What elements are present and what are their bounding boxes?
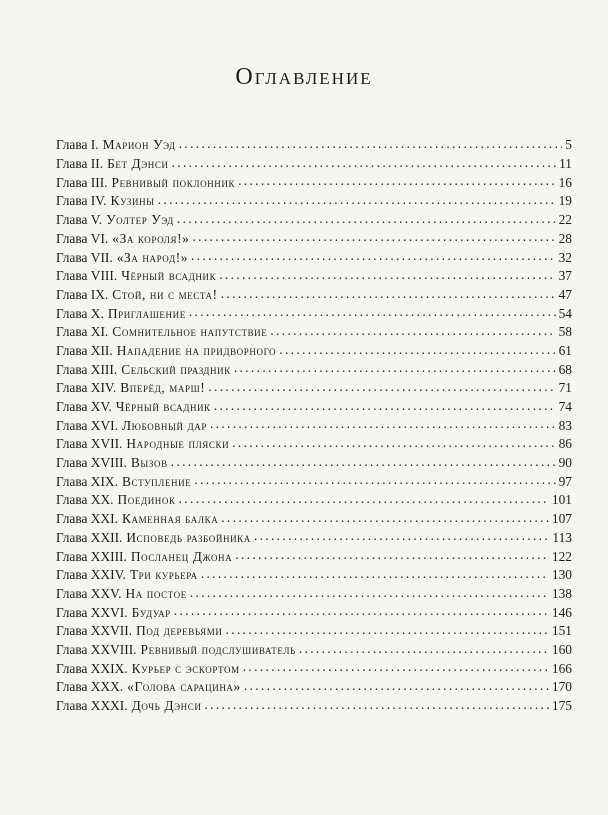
page-number: 11 [559,156,572,172]
chapter-number: Глава XXVII. [56,623,133,639]
page-number: 90 [558,455,572,471]
chapter-title: Кузины [110,193,155,209]
dot-leader [179,136,563,149]
chapter-number: Глава I. [56,137,99,153]
toc-entry [56,472,572,491]
dot-leader [194,472,555,485]
chapter-number: Глава X. [56,305,104,321]
dot-leader [177,211,556,224]
page-number: 113 [552,529,572,545]
chapter-title: Стой, ни с места! [112,286,218,302]
chapter-title: На постое [125,585,187,601]
dot-leader [235,547,549,560]
dot-leader [189,304,556,317]
dot-leader [214,398,556,411]
toc-entry [56,547,572,566]
page-number: 83 [558,417,572,433]
entry-label [56,212,174,228]
dot-leader [238,173,556,186]
chapter-number: Глава XVIII. [56,455,127,471]
page-number: 166 [551,660,572,676]
chapter-title: Сомнительное напутствие [112,324,268,340]
page-number: 68 [558,361,572,377]
chapter-title: Нападение на придворного [116,342,277,358]
page-number: 54 [558,305,572,321]
entry-label [56,324,267,340]
toc-entry [56,528,572,547]
chapter-number: Глава XV. [56,399,112,415]
entry-label [56,642,296,658]
entry-label [56,586,187,602]
dot-leader [234,360,556,373]
chapter-title: Посланец Джона [130,548,233,564]
chapter-title: Вперёд, марш! [120,380,206,396]
page-number: 101 [551,492,572,508]
chapter-title: Сельский праздник [121,361,231,377]
toc-entry [56,678,572,697]
chapter-number: Глава XVII. [56,436,123,452]
page-number: 86 [558,436,572,452]
chapter-number: Глава XIX. [56,473,118,489]
chapter-number: Глава XXI. [56,511,118,527]
dot-leader [232,435,555,448]
page-number: 151 [551,623,572,639]
page-number: 107 [551,511,572,527]
toc-entry [56,510,572,529]
chapter-title: Вступление [121,473,192,489]
toc-entry [56,622,572,641]
chapter-title: Ревнивый поклонник [111,174,236,190]
page-number: 37 [558,268,572,284]
toc-entry [56,585,572,604]
page-number: 130 [551,567,572,583]
entry-label [56,661,240,677]
dot-leader [208,379,555,392]
chapter-title: Курьер с эскортом [131,660,240,676]
toc-entry [56,192,572,211]
entry-label [56,698,201,714]
chapter-number: Глава II. [56,156,104,172]
toc-entry [56,155,572,174]
toc-entry [56,286,572,305]
entry-label [56,549,232,565]
chapter-number: Глава IV. [56,193,107,209]
chapter-title: Уолтер Уэд [106,212,174,228]
entry-label [56,362,231,378]
dot-leader [190,585,549,598]
toc-entry [56,360,572,379]
chapter-number: Глава XXIV. [56,567,126,583]
dot-leader [279,342,555,355]
dot-leader [221,286,556,299]
entry-label [56,567,198,583]
dot-leader [221,510,549,523]
chapter-number: Глава XI. [56,324,109,340]
dot-leader [254,528,550,541]
page-number: 71 [558,380,572,396]
dot-leader [172,155,557,168]
chapter-title: Марион Уэд [102,137,176,153]
toc-entry [56,342,572,361]
chapter-number: Глава XXII. [56,529,123,545]
page-number: 19 [558,193,572,209]
entry-label [56,436,229,452]
chapter-title: Вызов [130,455,168,471]
entry-label [56,474,191,490]
entry-label [56,399,211,415]
entry-label [56,530,251,546]
toc-entry [56,454,572,473]
dot-leader [179,491,549,504]
chapter-number: Глава IX. [56,286,109,302]
entry-label [56,193,155,209]
toc-entry [56,136,572,155]
entry-label [56,679,241,695]
toc-entry [56,697,572,716]
toc-entry [56,398,572,417]
chapter-number: Глава XXIX. [56,660,128,676]
chapter-number: Глава XXXI. [56,698,128,714]
dot-leader [204,697,548,710]
page-number: 160 [551,641,572,657]
chapter-number: Глава VIII. [56,268,118,284]
chapter-number: Глава XXIII. [56,548,127,564]
page-number: 122 [551,548,572,564]
entry-label [56,306,186,322]
chapter-title: Исповедь разбойника [126,529,251,545]
toc-entry [56,416,572,435]
dot-leader [270,323,555,336]
page-number: 58 [558,324,572,340]
page-number: 61 [558,342,572,358]
toc-entry [56,173,572,192]
chapter-title: Бет Дэнси [107,156,169,172]
chapter-title: Поединок [117,492,176,508]
chapter-number: Глава III. [56,174,108,190]
toc-entry [56,435,572,454]
chapter-number: Глава XIV. [56,380,117,396]
chapter-title: Чёрный всадник [115,399,211,415]
page-number: 28 [558,230,572,246]
entry-label [56,175,235,191]
dot-leader [210,416,556,429]
dot-leader [174,603,549,616]
page-number: 16 [558,174,572,190]
chapter-number: Глава VI. [56,230,109,246]
page-number: 138 [551,585,572,601]
chapter-title: «За короля!» [112,230,190,246]
toc-entry [56,211,572,230]
chapter-number: Глава VII. [56,249,113,265]
page-number: 22 [558,212,572,228]
toc-entry [56,491,572,510]
toc-entry [56,641,572,660]
chapter-number: Глава XXX. [56,679,124,695]
chapter-title: Ревнивый подслушиватель [140,641,296,657]
dot-leader [244,678,549,691]
chapter-number: Глава XXVIII. [56,641,137,657]
page-number: 97 [558,473,572,489]
page-number: 74 [558,399,572,415]
page-number: 32 [558,249,572,265]
entry-label [56,137,176,153]
chapter-title: «За народ!» [116,249,189,265]
page-number: 170 [551,679,572,695]
dot-leader [299,641,549,654]
chapter-title: Дочь Дэнси [131,698,202,714]
page-number: 146 [551,604,572,620]
chapter-title: Будуар [131,604,171,620]
chapter-number: Глава XII. [56,342,113,358]
chapter-title: Под деревьями [136,623,223,639]
chapter-number: Глава XVI. [56,417,118,433]
chapter-number: Глава XXVI. [56,604,128,620]
entry-label [56,492,176,508]
dot-leader [158,192,556,205]
entry-label [56,268,216,284]
entry-label [56,287,218,303]
chapter-title: Народные пляски [126,436,230,452]
toc-entry [56,323,572,342]
toc-entry [56,603,572,622]
dot-leader [191,248,556,261]
entry-label [56,455,168,471]
chapter-number: Глава XIII. [56,361,118,377]
chapter-number: Глава V. [56,212,103,228]
entry-label [56,511,218,527]
chapter-title: Три курьера [129,567,198,583]
toc-entry [56,267,572,286]
page-number: 175 [551,698,572,714]
toc-entry [56,229,572,248]
dot-leader [243,659,549,672]
chapter-number: Глава XXV. [56,585,122,601]
entry-label [56,605,171,621]
entry-label [56,231,189,247]
toc-entry [56,379,572,398]
entry-label [56,156,169,172]
page-title: Оглавление [235,64,373,90]
entry-label [56,380,205,396]
page-number: 47 [558,286,572,302]
entry-label [56,250,188,266]
entry-label [56,418,207,434]
dot-leader [219,267,555,280]
dot-leader [192,229,555,242]
entry-label [56,623,222,639]
toc-entry [56,248,572,267]
dot-leader [225,622,548,635]
page-number: 5 [565,137,572,153]
toc-entry [56,566,572,585]
entry-label [56,343,276,359]
table-of-contents [56,136,572,715]
chapter-number: Глава XX. [56,492,114,508]
dot-leader [201,566,549,579]
toc-entry [56,304,572,323]
chapter-title: «Голова сарацина» [127,679,241,695]
chapter-title: Приглашение [107,305,186,321]
chapter-title: Чёрный всадник [121,268,217,284]
chapter-title: Каменная балка [121,511,219,527]
toc-entry [56,659,572,678]
chapter-title: Любовный дар [121,417,207,433]
dot-leader [171,454,556,467]
